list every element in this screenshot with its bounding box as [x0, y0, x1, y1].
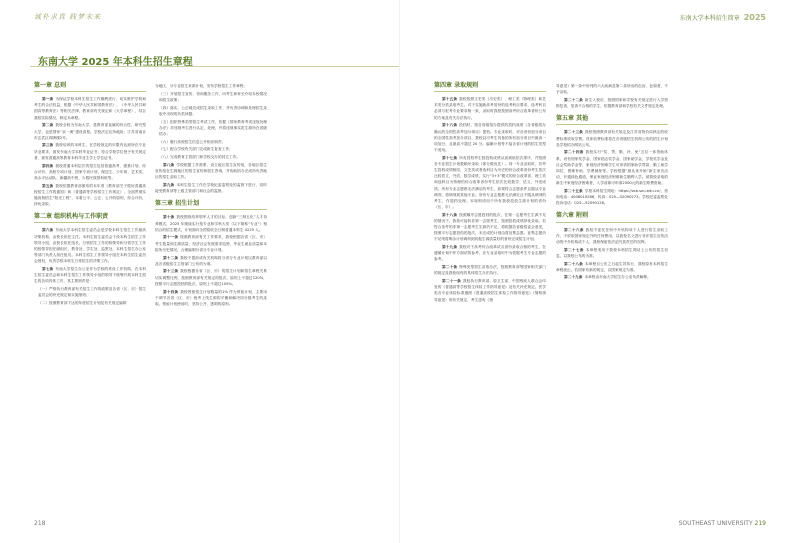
article-paragraph — [34, 227, 146, 264]
article-text: 按照顺序志愿投档的批次，在第一志愿考生生源不足的情况下，我校可接收非第一志愿考生，按照投档成绩择优录取。若符合条件的非第一志愿考生生源仍不足，将根据各省级招委会意见，按照平行志愿投档的批次，未完成的计划由将征集志愿。征集志愿仍不足则将剩余计划调剂到其他生源质量好的省份完成招生计划。 — [434, 212, 546, 242]
article-number: 第六条 — [42, 228, 54, 233]
article-text: 东南大学本科生招生委员会是学校本科生招生工作最高决策机构，由校长担任主任。本科生招生委员会下设本科生招生工作领导小组，由校长担任组长，分管招生工作的校领导和分管学生工作的校领导担任副组长，教务处、学生处、监察处、本科生招生办公室等部门负责人担任组员。本科生招生工作领导小组在本科生招生委员会授权，负责学校本科生日常招生的决策工作。 — [34, 228, 146, 264]
article-paragraph — [434, 278, 546, 303]
article-number: 第十四条 — [163, 289, 179, 294]
article-number: 第二十八条 — [564, 261, 583, 266]
article-number: 第二十六条 — [564, 227, 584, 232]
article-paragraph — [434, 122, 546, 153]
chapter-heading: 第二章 组织机构与工作职责 — [34, 214, 146, 223]
article-paragraph — [34, 96, 146, 121]
article-text: 分地区、分专业招生来源计划，发布学校招生工作章程； — [155, 84, 248, 88]
article-text: 本科生招生工作在学校纪委监察处的监督下进行，同时接受教育部等上级主管部门和社会的监督。 — [155, 182, 267, 194]
article-number: 第十九条 — [442, 245, 458, 250]
article-text: 为保证学校本科生招生工作顺利进行，切实维护学校和考生的合法权益，根据《中华人民共和国教育法》、《中华人民共和国高等教育法》等相关法律，教育部有关规定和《大学章程》，结合我校实际情况，制定本章程。 — [34, 97, 146, 120]
article-number: 第七条 — [42, 266, 54, 271]
article-text: 我校培养的本科生，在学校规定的年限内达到所在专业毕业要求，颁发东南大学本科毕业证书；符合学校学位授予有关规定者，颁发普通高等教育本科毕业生学士学位证书。 — [34, 143, 146, 160]
article-paragraph — [556, 227, 668, 245]
article-text: 导意见》第一条中所列的六大疾病及第二条所出的色盲、色弱者，不予录取。 — [556, 84, 668, 95]
article-paragraph — [34, 142, 146, 160]
article-paragraph — [155, 91, 267, 103]
article-paragraph — [556, 247, 668, 259]
article-text: （六）履行高校招生信息公开相应职责； — [159, 139, 226, 144]
article-number: 第一条 — [42, 97, 54, 102]
column-2 — [155, 83, 267, 309]
article-paragraph — [34, 163, 146, 181]
article-number: 第二十条 — [442, 265, 458, 270]
article-text: 我校不委托任何中介机构或个人进行招生录取工作，不收取国家规定外的任何费用。以我校名义进行非法招生宣传活动的中介机构或个人，我校保留依法追究其责任的权利。 — [556, 227, 669, 244]
header-year: 2025 — [743, 13, 766, 22]
article-text: 本章程由东南大学招生办公室负责解释。 — [584, 275, 651, 280]
article-paragraph — [155, 234, 267, 252]
article-number: 第十一条 — [163, 235, 179, 240]
article-text: 学校根据工作需要，设立地区招生宣传组，各地区招生宣传组在生源地区的招生宣传和招生咨询，并协助招办完成所负责地区的招生录取工作。 — [155, 162, 267, 180]
article-paragraph — [34, 122, 146, 140]
article-text: （八）完成教育主管部门和学校交办的其它工作。 — [159, 155, 241, 160]
article-number: 第二十二条 — [564, 97, 583, 102]
article-text: 投档时，按各省级招办提供的投档成绩（含省级招办确认的全国性高考加分项目）提档。专业录取时，对各省份加分项目的全国性高考加分项目，我校以可考生具备的所有加分项目中最高一项加分，且最高不超过 20 分。偏僻计划等不接含省计划的招生类型不适用。 — [434, 123, 546, 152]
article-number: 第三条 — [42, 143, 54, 148]
article-paragraph — [155, 182, 267, 194]
article-text: 我校对于高考综合改革试点省份录取合格的考生，在遵循计划中作方面试的参考，在专业录取时中为依据考生专业志愿的参考。 — [434, 245, 546, 262]
article-number: 第二十五条 — [564, 188, 583, 193]
article-number: 第十八条 — [442, 212, 458, 217]
article-text: 我校按照教育部有关规定及江苏省物价局核定的收费标准收取学费。具体收费标准将在各省级招生机构公布的招生计划及学校招办网站公布。 — [556, 130, 668, 147]
header-brochure-title — [680, 13, 766, 22]
article-number: 第二十四条 — [564, 150, 584, 155]
header-slogan: 诚朴求真 践梦未来 — [34, 13, 102, 21]
article-paragraph — [155, 289, 267, 307]
article-text: 学校本科招生网址：https://zsb.seu.edu.cn/，咨询电话：4006010286，传真：025—52090273。学校纪委监察处投诉电话：025—52090126。 — [556, 188, 668, 206]
article-text: 我校普通本科层次的招生包括普通高考、强基计划、综合评价、高校专项计划、国家专项计划、保送生、少年班、艺术类、高水平运动队、新疆高中班、少数民族预科班等。 — [34, 163, 146, 180]
article-paragraph — [434, 244, 546, 262]
article-text: 新生入校后，按照国家和学校有关规定进行入学资格复查，复查不合格的学生，依据教育部和学校有关文件规定处理。 — [556, 97, 668, 109]
chapter-heading: 第三章 招生计划 — [155, 201, 267, 210]
article-text: 我校全称为东南大学，是教育部直属的综合性、研究型大学，也是国家“双一流”建设高校。学校法定住所地址：江苏省南京市玄武区四牌楼2号。 — [34, 123, 146, 140]
article-number: 第二十九条 — [564, 275, 583, 280]
article-number: 第五条 — [42, 183, 54, 188]
article-text: 我校实行“奖、贷、勤、补、免”五位一体资助体系，设有国家奖学金、国家励志奖学金、国家助学金、学校奖学金及社会奖助学金等，家庭经济困难学生可申请国家助学贷款、勤工助学岗位、困难补助、学费减免等。学校根据“最从来开始”新生家访活动，开通绿色通道，保证家庭经济困难新生顺利入学。被我校录取的新生中家庭经济困难者，入学前即可申请2500元的新生路费资助。 — [556, 150, 668, 186]
article-text: 我校根据各省（区、市）的招生计划和招生章程关系切实调整比例，按照教育部有关规定的批次，原则上不超过120%，按照平行志愿投档的批次，原则上不超过105%。 — [155, 269, 267, 286]
article-paragraph — [556, 188, 668, 206]
article-paragraph — [155, 105, 267, 117]
chapter-heading: 第五章 其他 — [556, 116, 668, 125]
article-paragraph — [434, 155, 546, 210]
page-number-left: 218 — [34, 520, 46, 527]
article-text: 我校不提前或有关机构将分省分专业计划以教育部以及各省级招生主管部门公布的为准。 — [155, 255, 267, 266]
article-paragraph — [556, 261, 668, 273]
article-paragraph — [155, 255, 267, 267]
article-text: 东南大学招生办公室作为学校的常设工作机构，在本科生招生委员会和本科生招生工作领导小组的领导下统筹开展本科生招生的各项具体工作，其主要职责是： — [34, 266, 146, 284]
article-text: 我校按照文史类（历史类）、理工类（物理类）和艺术类分类录取考生。对于实施新高考省份的选考科目要求，选考科目必须与报考专业要求相一致，录取时我校按照高考综合改革省份公布的方案及有关办法执行。 — [434, 97, 546, 120]
article-text: 我校预留招生计划数量的1% 作为预留计划，主要用于调节各省（区、市）统考上线生源的平衡和解决同分数考生的录取。预留计划使用时，坚持公开、透明的原则。 — [155, 289, 267, 306]
article-paragraph — [556, 149, 668, 186]
article-text: 我校围绕培养领军人才的目标，创新“三制五化”人才培养模式，2025 年继续实行按专业和学科大类（以下简称“专业”）相结合的招生模式，计划面向全国招收全日制普通本科生 4225 人。 — [155, 215, 268, 232]
article-paragraph — [434, 212, 546, 243]
chapter-heading: 第六章 附则 — [556, 213, 668, 222]
chapter-heading: 第一章 总则 — [34, 83, 146, 92]
document-title: 东南大学 2025 年本科生招生章程 — [38, 57, 193, 68]
article-text: 按照教育部有关工作要求，我校根据各省（区、市）考生数量和生源质量，经济社会发展需求趋势、毕业生就业质量和本院所历史情况，合理编制分省分专业计划。 — [155, 235, 267, 252]
article-paragraph — [155, 139, 267, 145]
article-paragraph — [155, 268, 267, 286]
article-text: （四）落实、公正地完成招生录取工作，并负责协调和处理招生录取中出现的各类问题； — [159, 105, 267, 116]
column-3 — [434, 83, 546, 304]
article-text: （三）开展招生宣传、咨询服务工作，向考生和家长介绍本校情况和招生政策； — [159, 91, 267, 102]
article-number: 第十五条 — [442, 97, 458, 102]
column-4 — [556, 83, 668, 282]
article-paragraph — [556, 129, 668, 147]
article-text: （二）按照教育部下达的年度招生计划及有关规定编制 — [38, 300, 127, 305]
article-number: 第八条 — [163, 162, 175, 167]
chapter-heading: 第四章 录取规则 — [434, 83, 546, 92]
article-number: 第二十一条 — [442, 279, 461, 284]
article-number: 第二十七条 — [564, 247, 584, 252]
article-text: （七）配合学校有关部门完成新生复查工作； — [159, 147, 233, 152]
article-paragraph — [34, 183, 146, 208]
article-paragraph — [155, 154, 267, 160]
article-paragraph — [34, 266, 146, 284]
article-number: 第十七条 — [442, 155, 458, 160]
page-fold — [399, 0, 400, 543]
article-paragraph — [155, 214, 267, 232]
article-number: 第四条 — [42, 163, 54, 168]
column-1 — [34, 83, 146, 308]
header-brochure-name: 东南大学本科招生简章 — [679, 15, 740, 22]
article-paragraph — [155, 162, 267, 180]
article-number: 第二十三条 — [564, 130, 583, 135]
article-number: 第九条 — [163, 182, 175, 187]
article-paragraph — [155, 119, 267, 137]
article-text: 我校执行教育部、原卫生部、中国残疾人联合会印发的《普通高等学校招生体检工作指导意见》及有关补充规定。医学类各专业体检标准遵照《普通高校招生体检工作指导意见》（简称指导意见）的有关规定，考生患有《指 — [434, 279, 546, 302]
article-text: 特殊类型招生录取办法，按照教育部等国家相关部门的规定及我校现有的具体招生办法执行。 — [434, 265, 546, 276]
article-text: 我校依据教育部颁布的本年度《教育部关于做好普通高校招生工作的通知》和《普通高等学校招生工作规定》，全面贯彻实施高校招生“阳光工程”，本着公平、公正、公开的原则，综合评价，择优录取。 — [34, 183, 146, 207]
article-number: 第十条 — [163, 215, 175, 220]
article-paragraph — [34, 286, 146, 298]
article-number: 第十三条 — [163, 269, 179, 274]
article-paragraph — [155, 83, 267, 89]
article-number: 第二条 — [42, 123, 54, 128]
article-text: 本章程适用于我校本科招生网站上公布的招生信息，以我校公布的为准。 — [556, 247, 669, 258]
article-paragraph — [434, 264, 546, 276]
footer-right — [679, 520, 766, 527]
article-paragraph — [556, 97, 668, 109]
article-text: （一）严格执行教育部有关招生工作的政策及各省（区、市）招生委员会的补充规定和实施细则； — [38, 286, 146, 298]
footer-university: SOUTHEAST UNIVERSITY — [678, 520, 753, 527]
page-number-right: 219 — [754, 520, 766, 527]
article-paragraph — [434, 96, 546, 121]
article-text: （五）组织特殊类型招生考试工作，依据《国家教育考试违规处理办法》对违规考生进行认定、处理，并将违规事实报生源所在省级招办； — [159, 119, 267, 136]
article-text: 所有进档考生按投档成绩从高到低依次排序，并按照各专业招生计划数顺序录取（即分数优先）。同一专业录取时，若考生投档成绩相同，文史类或者选科目为历史的综合改革省份考生依次比较语文、外语、数学成绩，实行“3+3”模式的综合改革省、理工类和选科目为物理的综合改革省份考生依次比较数学、语文、外语成绩。所有专业志愿都无法满足的考生，如果符合志愿条件且服从专业调剂，将调剂到其他专业。所有专业志愿都无法满足且不服从调剂的考生，作退档处理。本规则适用于所有我校投放生源计划的省份（区、市）。 — [434, 155, 546, 209]
article-paragraph — [556, 83, 668, 95]
article-paragraph — [34, 300, 146, 306]
article-number: 第十二条 — [163, 255, 179, 260]
article-paragraph — [155, 146, 267, 152]
article-paragraph — [556, 274, 668, 280]
article-number: 第十六条 — [442, 123, 458, 128]
article-text: 本章程自公布之日起生效执行，我校原有本科招生章程废止。若国家有新的规定，以国家规定为准。 — [556, 261, 668, 272]
